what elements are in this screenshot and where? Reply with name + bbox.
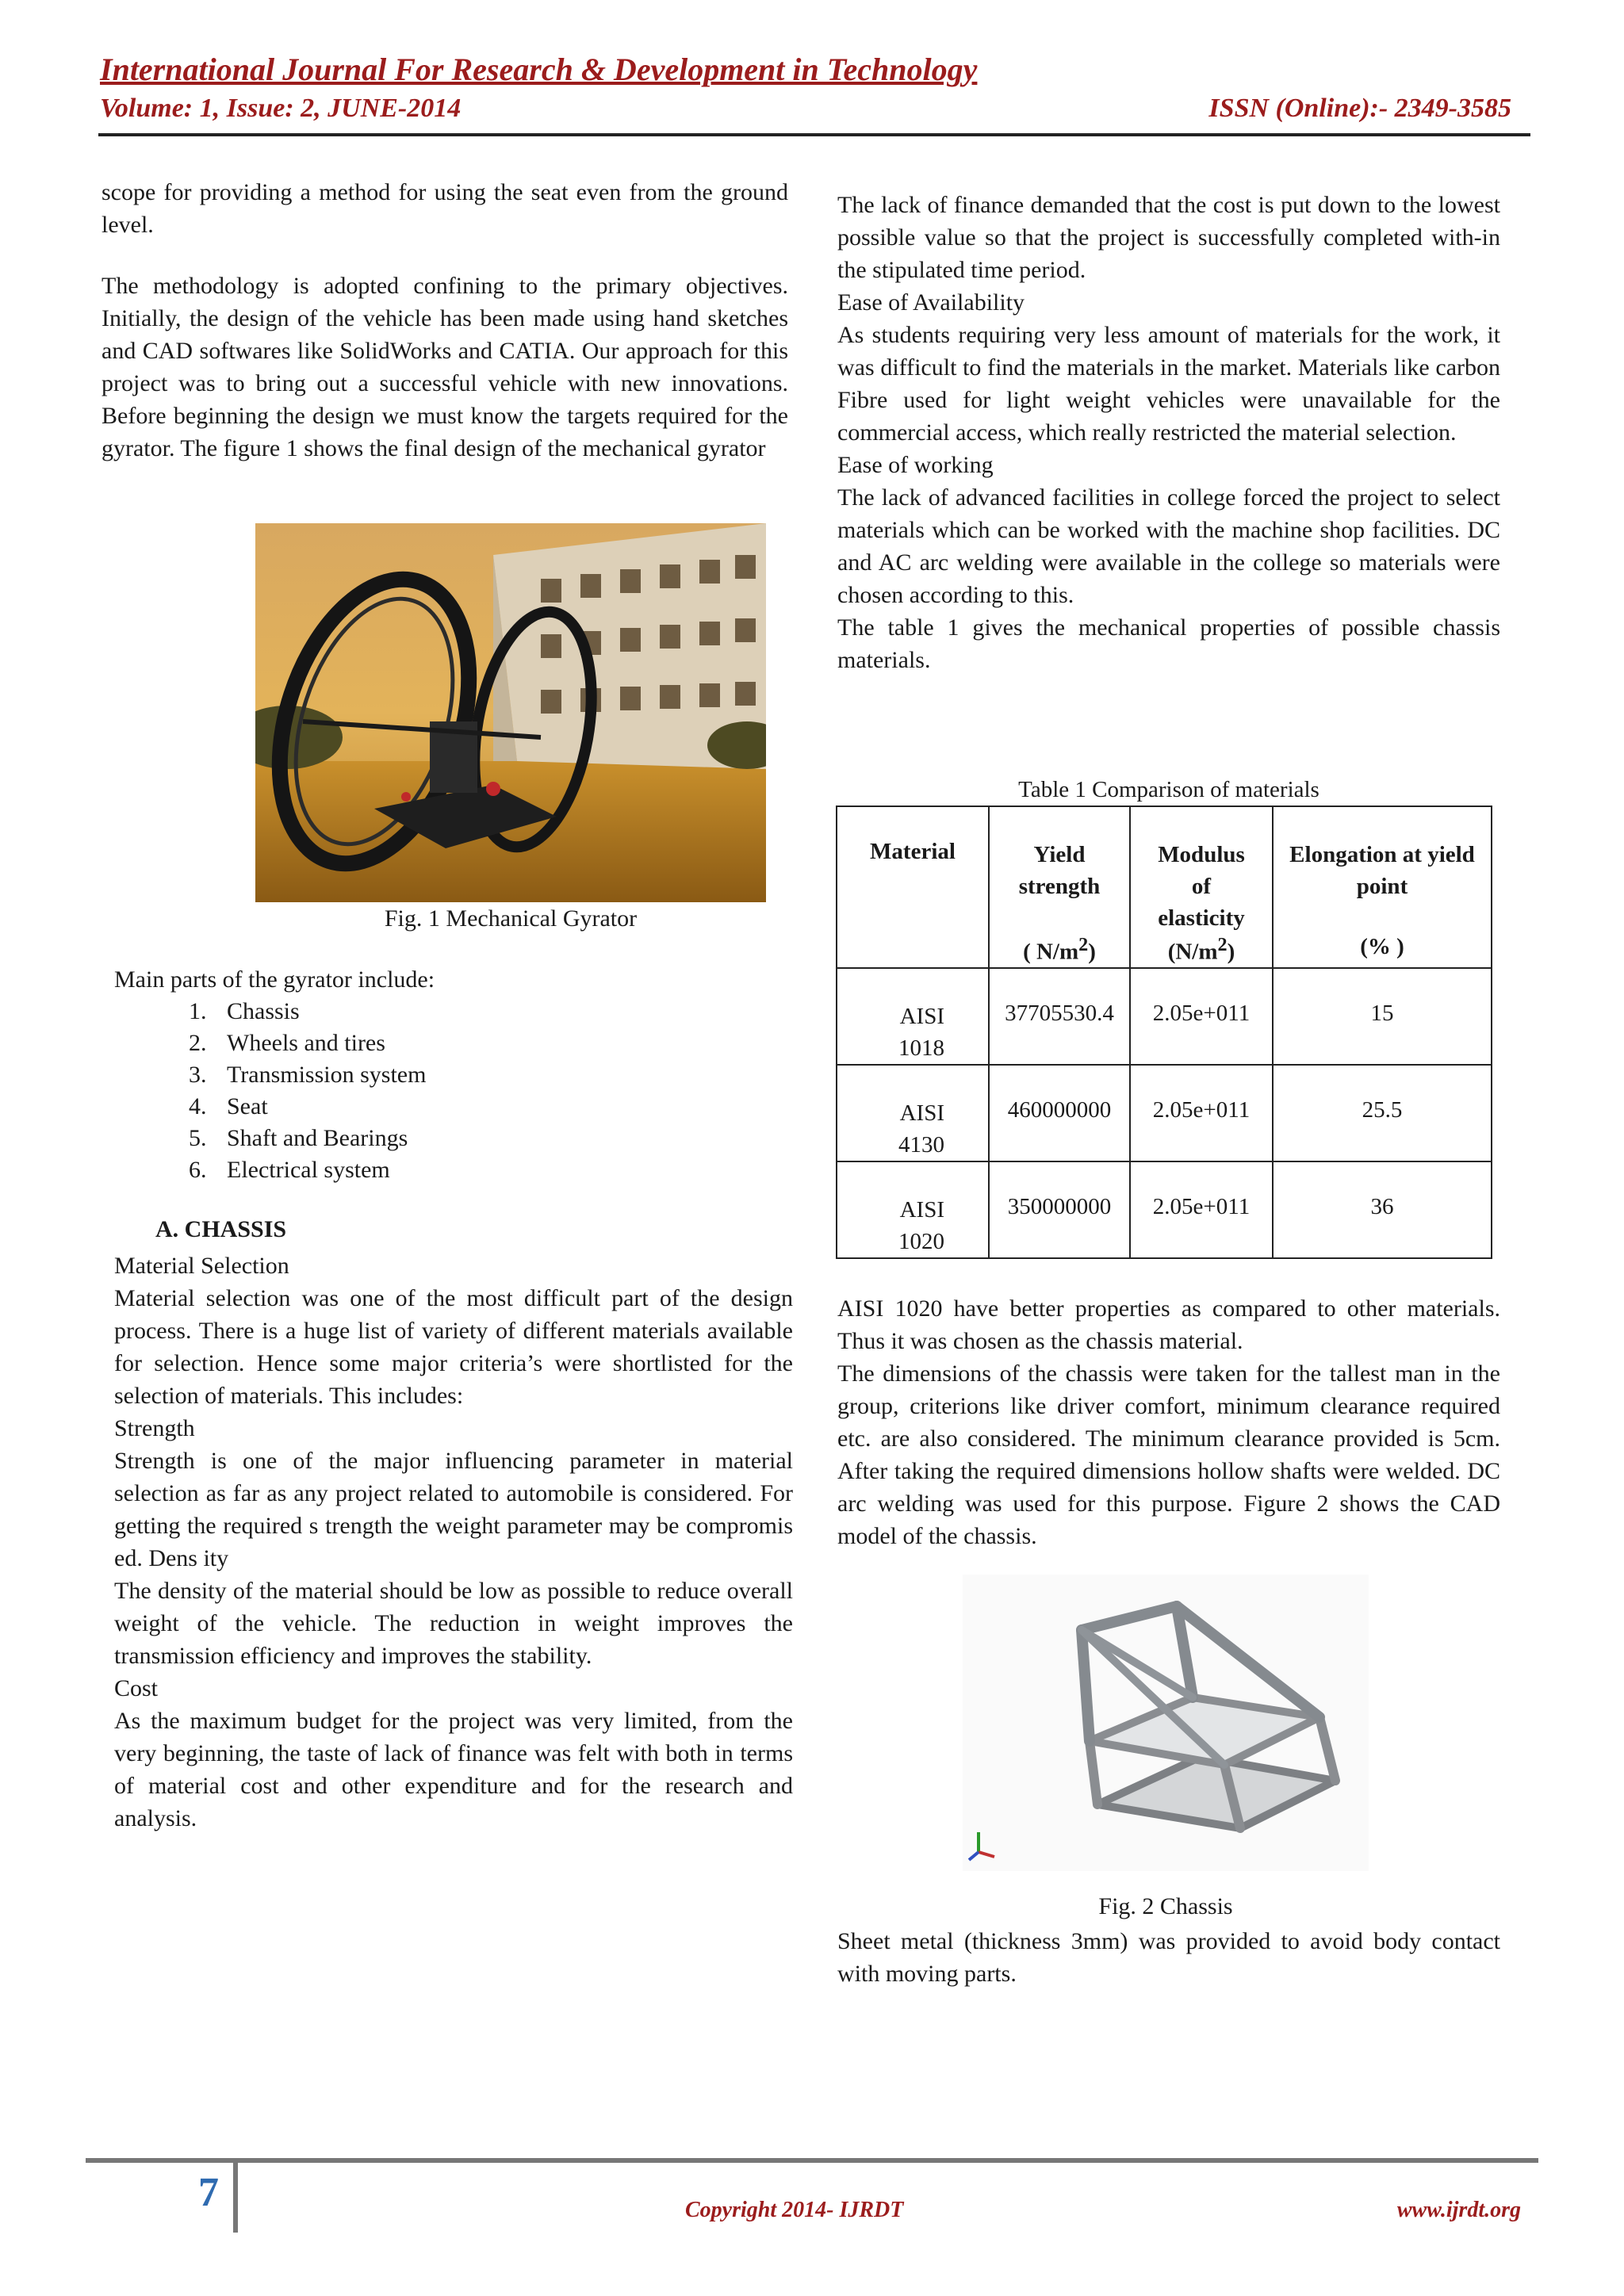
parts-intro: Main parts of the gyrator include: (114, 966, 435, 993)
table-cell: 2.05e+011 (1130, 1161, 1273, 1258)
subheading-material-selection: Material Selection (114, 1253, 289, 1279)
table-cell: 460000000 (989, 1065, 1130, 1161)
right-intro-text (837, 189, 1500, 676)
table-caption: Table 1 Comparison of materials (1018, 777, 1320, 802)
figure-mechanical-gyrator (255, 523, 766, 902)
table-cell: AISI 1018 (837, 968, 989, 1065)
table-row (837, 1065, 1492, 1161)
header-modulus-unit: $(N/m^2)$ (1167, 934, 1235, 965)
table-row (837, 1161, 1492, 1258)
footer-copyright: Copyright 2014- IJRDT (685, 2198, 904, 2222)
materials-table (836, 806, 1492, 1259)
subheading-working: Ease of working (837, 452, 994, 478)
left-chassis-text (114, 1249, 793, 1835)
paragraph-cost: As the maximum budget for the project was very limited, from the very beginning, the taste of lack of finance was felt with both in terms of material cost and other expenditure and for the research and analysis. (114, 1708, 793, 1831)
table-cell: 36 (1273, 1161, 1492, 1258)
list-item: 4. Seat (213, 1091, 435, 1123)
footer-rule (86, 2158, 1538, 2163)
header-modulus: Modulus of elasticity (1158, 842, 1245, 931)
header-elongation-unit: (% ) (1360, 934, 1404, 959)
right-sheet-metal-text (837, 1925, 1500, 1990)
table-header-cell (989, 806, 1130, 968)
table-cell: 25.5 (1273, 1065, 1492, 1161)
journal-title: International Journal For Research & Development in Technology (100, 52, 978, 87)
paragraph-dimensions: The dimensions of the chassis were taken for the tallest man in the group, criterions like driver comfort, minimum clearance required etc. are also considered. The minimum clearance provided is 5cm. After taking the required dimensions hollow shafts were welded. DC arc welding was used for this purpose. Figure 2 shows the CAD model of the chassis. (837, 1360, 1500, 1549)
list-item: 5. Shaft and Bearings (213, 1123, 435, 1154)
right-after-table-text (837, 1292, 1500, 1552)
footer-website: www.ijrdt.org (1396, 2198, 1521, 2222)
header-rule (98, 133, 1530, 136)
paragraph-density: The density of the material should be low as possible to reduce overall weight of the vehicle. The reduction in weight improves the transmission efficiency and improves the stability. (114, 1578, 793, 1669)
parts-list (114, 964, 435, 1186)
header-material: Material (870, 839, 956, 864)
subheading-availability: Ease of Availability (837, 289, 1025, 316)
paragraph-material-selection: Material selection was one of the most difficult part of the design process. There is a huge list of variety of different materials available for selection. Hence some major criteria’s were shortlisted for the selection of materials. This includes: (114, 1285, 793, 1409)
section-heading-chassis: A. CHASSIS (155, 1216, 287, 1242)
figure1-caption: Fig. 1 Mechanical Gyrator (384, 905, 638, 932)
paragraph-aisi-1020: AISI 1020 have better properties as compared to other materials. Thus it was chosen as the chassis material. (837, 1295, 1500, 1354)
table-header-cell (837, 806, 989, 968)
paragraph-working: The lack of advanced facilities in college forced the project to select materials which can be worked with the machine shop facilities. DC and AC arc welding were available in the college so materials were chosen according to this. (837, 484, 1500, 608)
page-number: 7 (198, 2170, 219, 2215)
figure-chassis-cad (963, 1575, 1369, 1871)
table-cell: AISI 4130 (837, 1065, 989, 1161)
table-cell: AISI 1020 (837, 1161, 989, 1258)
table-cell: 37705530.4 (989, 968, 1130, 1065)
volume-info: Volume: 1, Issue: 2, JUNE-2014 (100, 94, 462, 123)
table-cell: 15 (1273, 968, 1492, 1065)
list-item: 3. Transmission system (213, 1059, 435, 1091)
header-yield: Yield strength (1018, 842, 1101, 899)
paragraph-table-intro: The table 1 gives the mechanical properties of possible chassis materials. (837, 614, 1500, 673)
paragraph-sheet-metal: Sheet metal (thickness 3mm) was provided to avoid body contact with moving parts. (837, 1928, 1500, 1987)
materials-table-wrapper (836, 806, 1492, 1259)
paragraph-finance: The lack of finance demanded that the cost is put down to the lowest possible value so that the project is successfully completed with-in the stipulated time period. (837, 192, 1500, 283)
list-item: 6. Electrical system (213, 1154, 435, 1186)
list-item: 2. Wheels and tires (213, 1027, 435, 1059)
issn-info: ISSN (Online):- 2349-3585 (1208, 94, 1511, 123)
paragraph-availability: As students requiring very less amount of materials for the work, it was difficult to find the materials in the market. Materials like carbon Fibre used for light weight vehicles were unavailable for the commercial access, which really restricted the material selection. (837, 322, 1500, 446)
paragraph-strength: Strength is one of the major influencing parameter in material selection as far as any project related to automobile is considered. For getting the required s trength the weight parameter may be compromis ed. Dens ity (114, 1448, 793, 1571)
header-elongation: Elongation at yield point (1289, 842, 1475, 899)
figure2-caption: Fig. 2 Chassis (1098, 1893, 1233, 1919)
table-header-cell (1130, 806, 1273, 968)
table-cell: 2.05e+011 (1130, 1065, 1273, 1161)
table-header-cell (1273, 806, 1492, 968)
table-cell: 350000000 (989, 1161, 1130, 1258)
table-header-row (837, 806, 1492, 968)
footer-divider (233, 2160, 238, 2233)
table-cell: 2.05e+011 (1130, 968, 1273, 1065)
list-item: 1. Chassis (213, 996, 435, 1027)
subheading-cost: Cost (114, 1675, 159, 1701)
paragraph-scope: scope for providing a method for using the seat even from the ground level. (102, 179, 788, 238)
header-yield-unit: ( $N/m^2$) (1023, 934, 1096, 965)
paragraph-methodology: The methodology is adopted confining to the primary objectives. Initially, the design of the vehicle has been made using hand sketches and CAD softwares like SolidWorks and CATIA. Our approach for this project was to bring out a successful vehicle with new innovations. Before beginning the design we must know the targets required for the gyrator. The figure 1 shows the final design of the mechanical gyrator (102, 273, 788, 461)
left-intro-text (102, 176, 788, 465)
table-row (837, 968, 1492, 1065)
subheading-strength: Strength (114, 1415, 195, 1441)
parts-ordered-list (114, 996, 435, 1186)
